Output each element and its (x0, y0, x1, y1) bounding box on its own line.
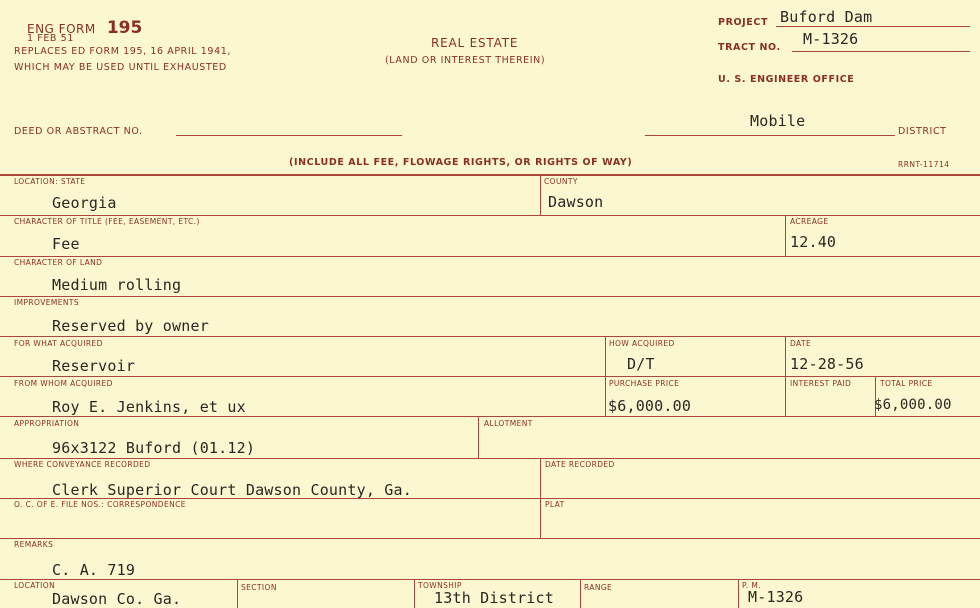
total-price-label: TOTAL PRICE (880, 379, 933, 388)
remarks-label: REMARKS (14, 540, 54, 549)
purchase-price-value: $6,000.00 (608, 397, 692, 415)
form-code: RRNT-11714 (898, 160, 950, 169)
form-number: 195 (106, 18, 143, 38)
conveyance-value: Clerk Superior Court Dawson County, Ga. (52, 481, 412, 499)
location-state-value: Georgia (52, 194, 117, 212)
project-label: PROJECT (718, 17, 769, 28)
total-price-value: $6,000.00 (874, 397, 952, 413)
conveyance-label: WHERE CONVEYANCE RECORDED (14, 460, 151, 469)
title-char-value: Fee (52, 235, 80, 253)
township-value: 13th District (434, 589, 554, 607)
district-label: DISTRICT (898, 126, 947, 137)
district-value: Mobile (750, 112, 806, 130)
location-value: Dawson Co. Ga. (52, 590, 182, 608)
replaces-line1: REPLACES ED FORM 195, 16 APRIL 1941, (14, 46, 231, 57)
form-id: ENG FORM (27, 22, 96, 36)
include-note: (INCLUDE ALL FEE, FLOWAGE RIGHTS, OR RIGHTS OF WAY) (289, 157, 633, 168)
how-acquired-value: D/T (627, 355, 655, 373)
allotment-label: ALLOTMENT (484, 419, 533, 428)
tract-value: M-1326 (803, 30, 859, 48)
date-label: DATE (790, 339, 812, 348)
appropriation-value: 96x3122 Buford (01.12) (52, 439, 256, 457)
purpose-label: FOR WHAT ACQUIRED (14, 339, 103, 348)
file-nos-label: O. C. OF E. FILE NOS.: CORRESPONDENCE (14, 500, 186, 509)
purpose-value: Reservoir (52, 357, 136, 375)
from-whom-value: Roy E. Jenkins, et ux (52, 398, 246, 416)
purchase-price-label: PURCHASE PRICE (609, 379, 680, 388)
deed-label: DEED OR ABSTRACT NO. (14, 126, 143, 137)
office-label: U. S. ENGINEER OFFICE (718, 74, 855, 85)
form-subtitle: (LAND OR INTEREST THEREIN) (385, 55, 546, 66)
form-date: 1 FEB 51 (27, 33, 74, 44)
county-label: COUNTY (544, 177, 578, 186)
acreage-label: ACREAGE (790, 217, 829, 226)
date-recorded-label: DATE RECORDED (545, 460, 615, 469)
from-whom-label: FROM WHOM ACQUIRED (14, 379, 113, 388)
form-title: REAL ESTATE (431, 36, 519, 50)
improvements-label: IMPROVEMENTS (14, 298, 80, 307)
plat-label: PLAT (545, 500, 565, 509)
interest-paid-label: INTEREST PAID (790, 379, 852, 388)
tract-label: TRACT NO. (718, 42, 781, 53)
project-value: Buford Dam (780, 8, 873, 26)
county-value: Dawson (548, 193, 604, 211)
location-label: LOCATION (14, 581, 56, 590)
appropriation-label: APPROPRIATION (14, 419, 80, 428)
pm-value: M-1326 (748, 588, 804, 606)
remarks-value: C. A. 719 (52, 561, 136, 579)
how-acquired-label: HOW ACQUIRED (609, 339, 675, 348)
land-char-label: CHARACTER OF LAND (14, 258, 103, 267)
replaces-line2: WHICH MAY BE USED UNTIL EXHAUSTED (14, 62, 227, 73)
acreage-value: 12.40 (790, 233, 837, 251)
grid-top (0, 174, 980, 176)
range-label: RANGE (584, 583, 613, 592)
improvements-value: Reserved by owner (52, 317, 209, 335)
date-value: 12-28-56 (790, 355, 864, 373)
section-label: SECTION (241, 583, 277, 592)
location-state-label: LOCATION: STATE (14, 177, 86, 186)
township-label: TOWNSHIP (418, 581, 462, 590)
title-char-label: CHARACTER OF TITLE (FEE, EASEMENT, ETC.) (14, 217, 200, 226)
land-char-value: Medium rolling (52, 276, 182, 294)
pm-label: P. M. (742, 581, 761, 590)
